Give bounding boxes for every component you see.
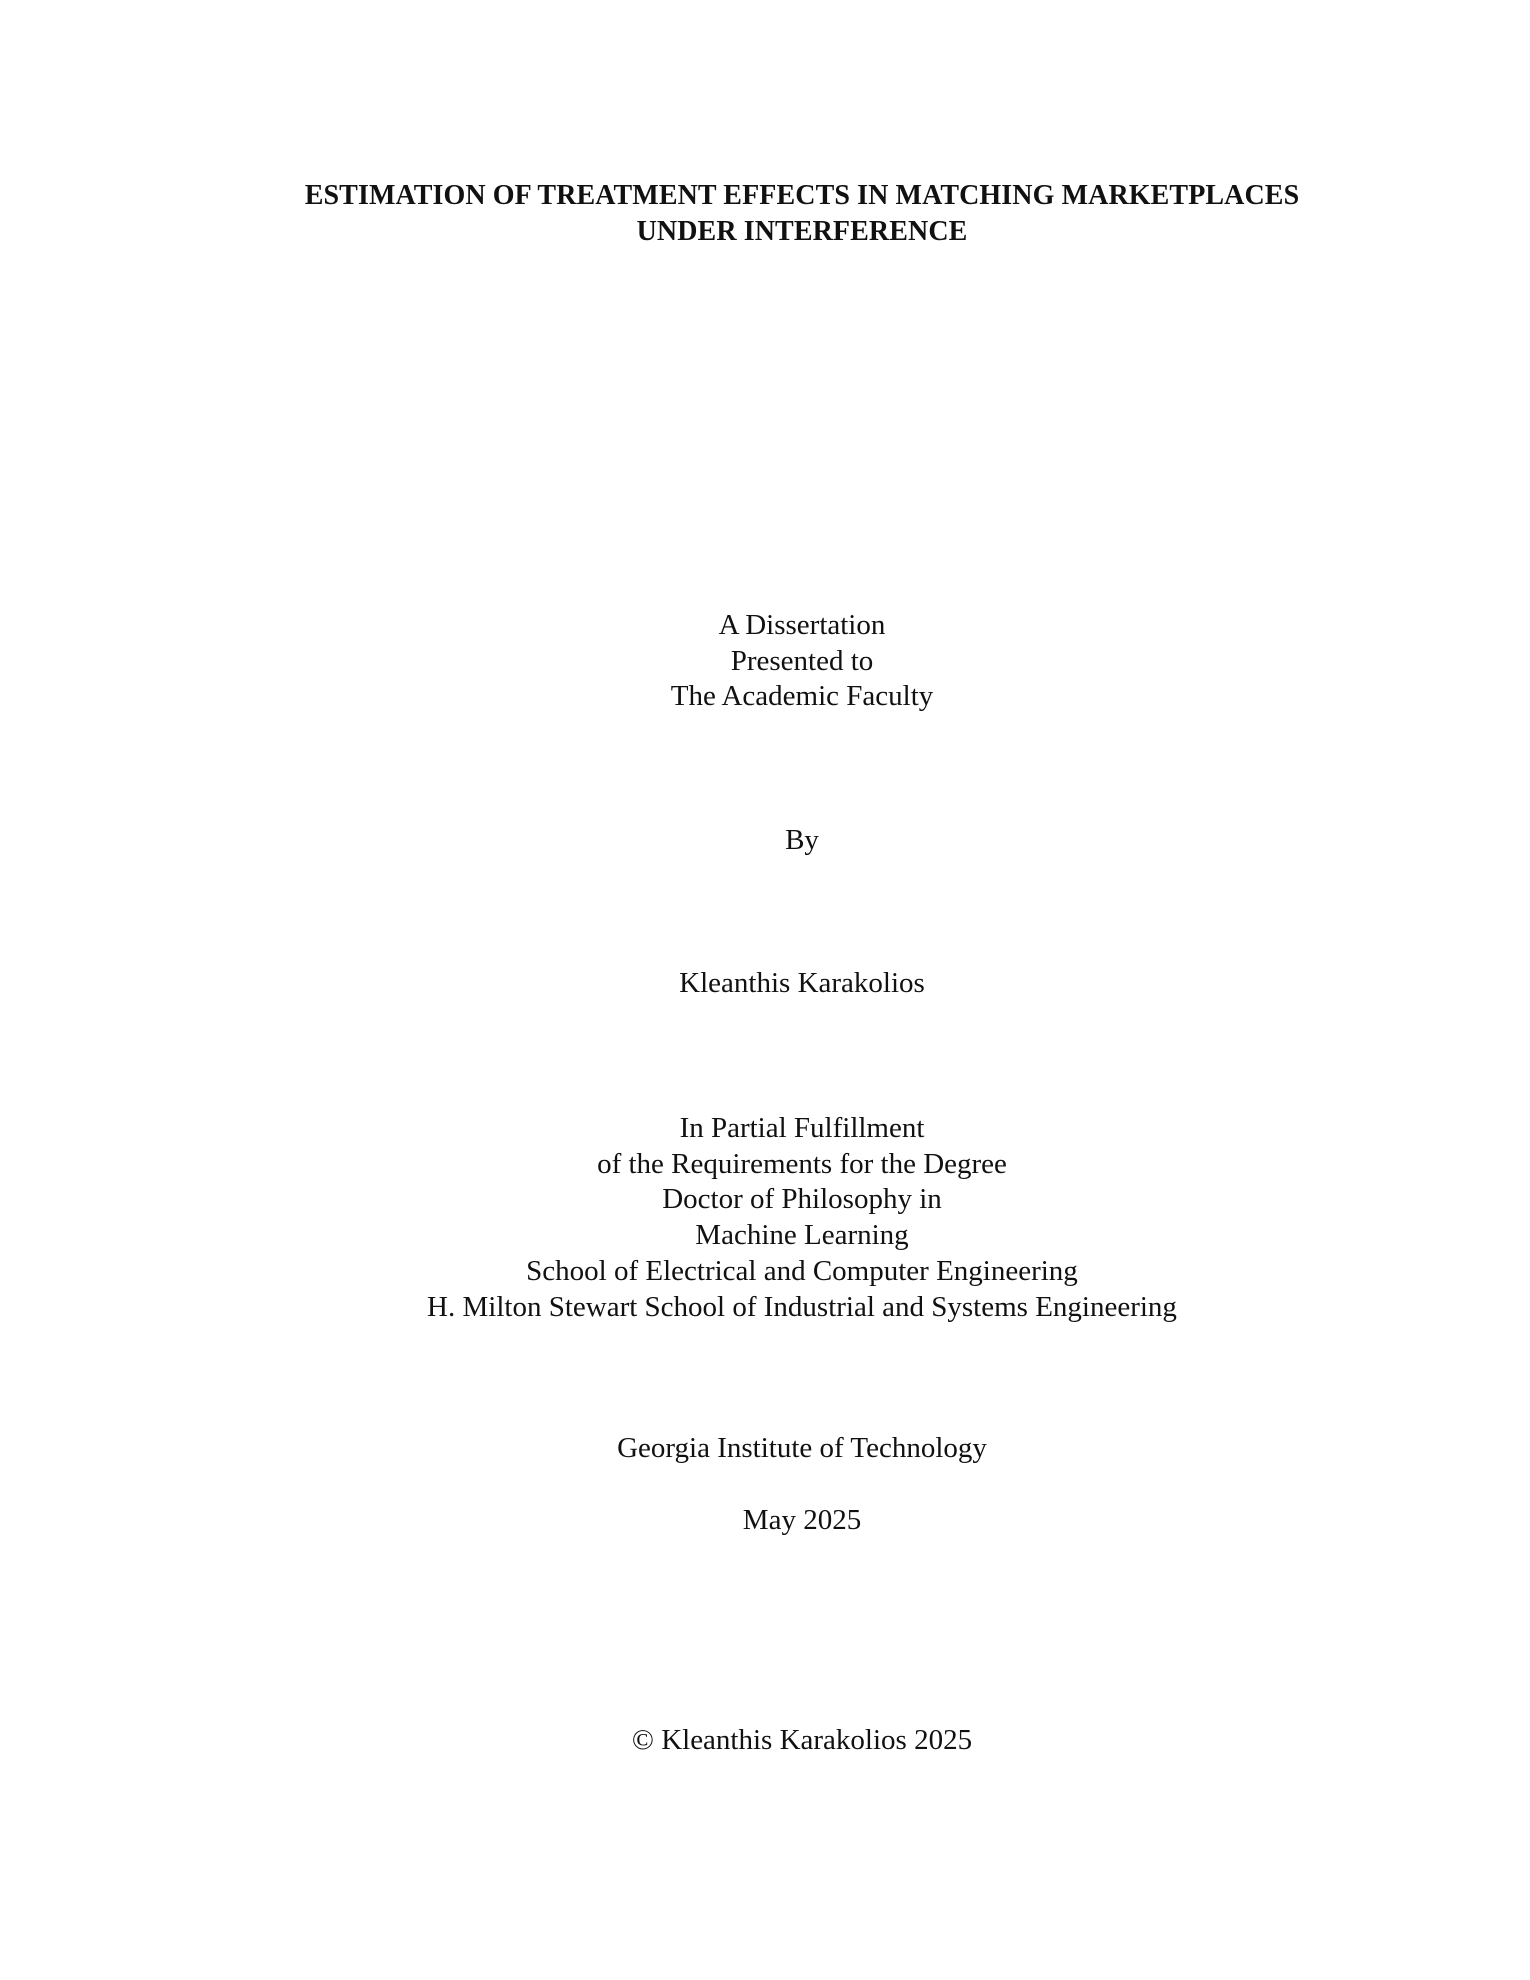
presentation-line-3: The Academic Faculty [670, 680, 934, 713]
fulfillment-line: In Partial Fulfillment [679, 1112, 925, 1144]
fulfillment-line: School of Electrical and Computer Engineering [526, 1254, 1078, 1287]
submission-date: May 2025 [742, 1504, 862, 1536]
presentation-line-1: A Dissertation [718, 609, 886, 641]
author-name: Kleanthis Karakolios [679, 967, 925, 999]
fulfillment-line: Machine Learning [695, 1219, 909, 1252]
degree-fulfillment [0, 1111, 1530, 1325]
copyright-notice: © Kleanthis Karakolios 2025 [631, 1724, 973, 1756]
presentation-statement [0, 608, 1530, 715]
fulfillment-line: Doctor of Philosophy in [662, 1183, 942, 1216]
by-label: By [785, 824, 819, 856]
title-line-2: UNDER INTERFERENCE [636, 216, 968, 247]
dissertation-title [0, 178, 1530, 250]
presentation-line-2: Presented to [730, 644, 874, 677]
institution-name: Georgia Institute of Technology [617, 1432, 987, 1464]
fulfillment-line: H. Milton Stewart School of Industrial and Systems Engineering [427, 1290, 1177, 1323]
fulfillment-line: of the Requirements for the Degree [597, 1147, 1007, 1180]
title-line-1: ESTIMATION OF TREATMENT EFFECTS IN MATCHING MARKETPLACES [304, 180, 1300, 211]
